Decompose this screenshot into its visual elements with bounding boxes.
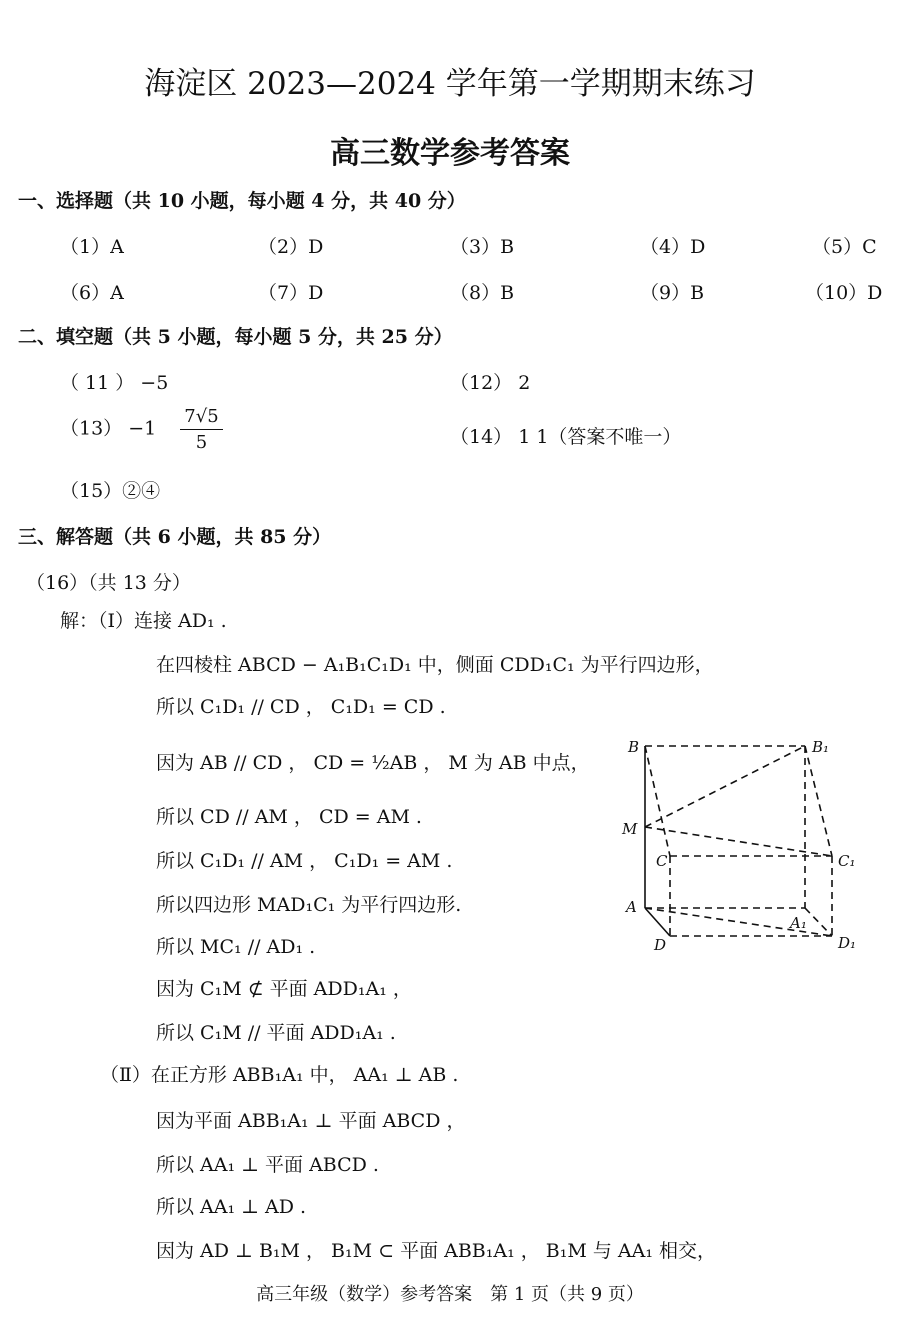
solution-line: 因为平面 ABB₁A₁ ⊥ 平面 ABCD ， <box>156 1110 466 1132</box>
fill-answer-12: （12） 2 <box>450 372 531 394</box>
answer-item: （1）A <box>60 236 124 258</box>
fill-answer-15: （15）②④ <box>60 480 161 502</box>
answer-item: （6）A <box>60 282 124 304</box>
edge-ad <box>645 908 670 936</box>
solution-line: 所以 C₁D₁ // AM ， C₁D₁ = AM . <box>156 850 453 872</box>
solution-line: 所以 C₁D₁ // CD ， C₁D₁ = CD . <box>156 696 446 718</box>
fill-answer-14: （14） 1 1（答案不唯一） <box>450 426 682 448</box>
solution-line: 所以 MC₁ // AD₁ . <box>156 936 316 958</box>
answer-item: （3）B <box>450 236 515 258</box>
vertex-label: M <box>622 820 638 838</box>
fraction-numerator: 7√5 <box>180 406 222 430</box>
answer-item: （9）B <box>640 282 705 304</box>
solution-line: （Ⅱ）在正方形 ABB₁A₁ 中， AA₁ ⊥ AB . <box>100 1064 459 1086</box>
vertex-label: C <box>656 852 668 870</box>
fill-answer-13 <box>60 406 223 453</box>
answer-item: （4）D <box>640 236 706 258</box>
solution-line: 在四棱柱 ABCD − A₁B₁C₁D₁ 中，侧面 CDD₁C₁ 为平行四边形， <box>156 654 714 676</box>
edge-b1c1 <box>805 746 832 856</box>
vertex-label: A <box>626 898 637 916</box>
vertex-label: C₁ <box>838 852 856 870</box>
section-heading-solve: 三、解答题（共 6 小题，共 85 分） <box>18 526 332 548</box>
solution-line: 所以 AA₁ ⊥ AD . <box>156 1196 307 1218</box>
vertex-label: D <box>654 936 667 954</box>
answer-item: （5）C <box>812 236 877 258</box>
fill-answer-11: （ 11 ） −5 <box>60 372 169 394</box>
fraction <box>180 406 222 453</box>
solution-line: 所以 C₁M // 平面 ADD₁A₁ . <box>156 1022 396 1044</box>
vertex-label: B₁ <box>812 738 830 756</box>
segment-mb1 <box>645 746 805 827</box>
solution-line: 所以四边形 MAD₁C₁ 为平行四边形. <box>156 894 462 916</box>
section-heading-choice: 一、选择题（共 10 小题，每小题 4 分，共 40 分） <box>18 190 466 212</box>
solution-line: 解：（Ⅰ）连接 AD₁ . <box>60 610 227 632</box>
edge-bc <box>645 746 670 856</box>
solution-line: 所以 CD // AM ， CD = AM . <box>156 806 422 828</box>
answer-item: （7）D <box>258 282 324 304</box>
section-heading-fill: 二、填空题（共 5 小题，每小题 5 分，共 25 分） <box>18 326 453 348</box>
question-16-heading: （16）（共 13 分） <box>26 572 191 594</box>
solution-line: 因为 AD ⊥ B₁M ， B₁M ⊂ 平面 ABB₁A₁ ， B₁M 与 AA₁ 相交， <box>156 1240 717 1262</box>
answer-item: （10）D <box>805 282 883 304</box>
vertex-label: B <box>628 738 640 756</box>
solution-line: 所以 AA₁ ⊥ 平面 ABCD . <box>156 1154 379 1176</box>
page-subtitle: 高三数学参考答案 <box>330 136 570 171</box>
page-footer: 高三年级（数学）参考答案 第 1 页（共 9 页） <box>256 1284 644 1305</box>
fraction-denominator: 5 <box>195 432 208 453</box>
segment-mc1 <box>645 827 832 856</box>
answer-item: （8）B <box>450 282 515 304</box>
fill-answer-13-first: （13） −1 <box>60 417 157 440</box>
prism-figure <box>610 730 880 960</box>
solution-line: 因为 AB // CD ， CD = ½AB ， M 为 AB 中点， <box>156 752 590 774</box>
page-title: 海淀区 2023—2024 学年第一学期期末练习 <box>144 66 756 102</box>
edge-a1d1 <box>805 908 832 936</box>
answer-item: （2）D <box>258 236 324 258</box>
vertex-label: A₁ <box>790 914 807 932</box>
vertex-label: D₁ <box>838 934 857 952</box>
solution-line: 因为 C₁M ⊄ 平面 ADD₁A₁ ， <box>156 978 412 1000</box>
